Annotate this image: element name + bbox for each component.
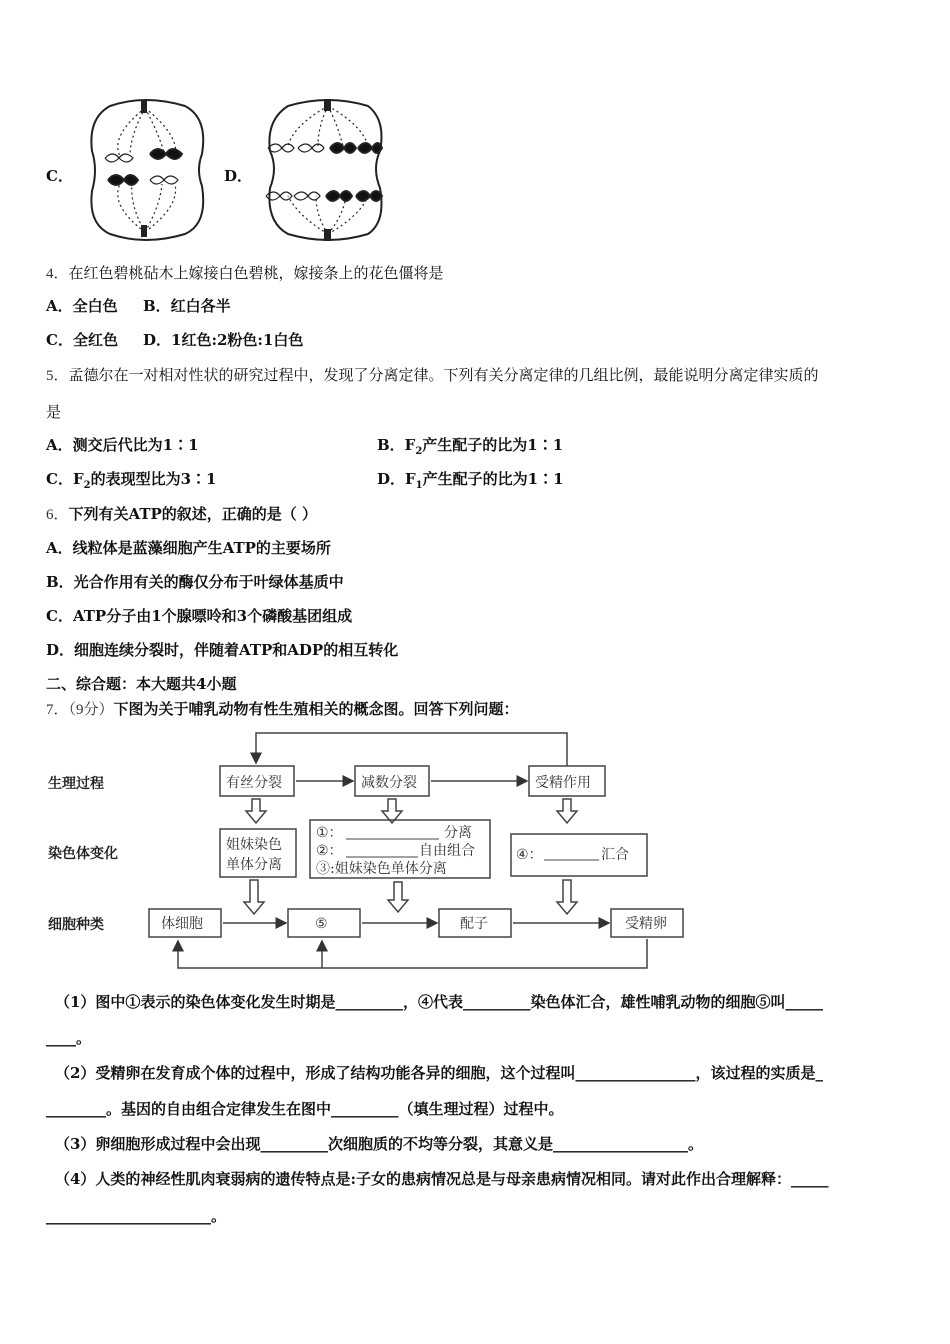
- q5-option-a[interactable]: A．测交后代比为1∶1: [46, 436, 199, 454]
- label-fertilization: 受精作用: [535, 775, 591, 791]
- q5-option-c-pre: C．F: [46, 470, 84, 488]
- q7-score: （9分）: [68, 702, 114, 718]
- q4-number: 4．: [46, 266, 69, 282]
- section-2-title: 二、综合题：本大题共4小题: [46, 675, 237, 693]
- q5-stem-cont: 是: [46, 403, 62, 421]
- row-label-cell-type: 细胞种类: [48, 917, 104, 933]
- row-label-chromosome: 染色体变化: [48, 846, 118, 862]
- q6-option-b[interactable]: B．光合作用有关的酶仅分布于叶绿体基质中: [46, 573, 344, 591]
- label-m3: ③:姐妹染色单体分离: [316, 861, 447, 877]
- label-sister-sep-1: 姐妹染色: [226, 837, 282, 853]
- q5-option-b-sub: 2: [415, 446, 423, 457]
- label-somatic: 体细胞: [161, 916, 203, 932]
- cell-d-figure: [266, 100, 382, 240]
- q7-stem: [46, 698, 519, 719]
- q5-option-d[interactable]: [377, 468, 564, 491]
- q6-option-c[interactable]: C．ATP分子由1个腺嘌呤和3个磷酸基团组成: [46, 607, 353, 625]
- label-cell5: ⑤: [315, 916, 328, 932]
- q6-stem: [46, 503, 317, 524]
- q5-number: 5．: [46, 368, 69, 384]
- label-m2-suffix: 自由组合: [419, 843, 475, 859]
- label-zygote: 受精卵: [625, 916, 667, 932]
- q4-option-d[interactable]: D．1红色:2粉色:1白色: [143, 331, 304, 349]
- q4-option-b[interactable]: B．红白各半: [143, 297, 231, 315]
- q5-option-b-pre: B．F: [377, 436, 416, 454]
- concept-diagram: [44, 725, 704, 975]
- q7-sub3: （3）卵细胞形成过程中会出现_________次细胞质的不均等分裂，其意义是__________________。: [55, 1135, 703, 1153]
- q5-option-d-pre: D．F: [377, 470, 416, 488]
- q5-option-d-post: 产生配子的比为1∶1: [422, 470, 564, 488]
- label-f4-suffix: 汇合: [601, 847, 629, 863]
- q7-sub2-cont: ________。基因的自由组合定律发生在图中_________（填生理过程）过程中。: [46, 1100, 564, 1118]
- label-m1-prefix: ①：: [316, 825, 343, 841]
- q7-sub1-cont: ____。: [46, 1029, 92, 1047]
- q4-stem: [46, 262, 444, 283]
- q4-option-c[interactable]: C．全红色: [46, 331, 118, 349]
- q5-option-b[interactable]: [377, 434, 563, 457]
- label-gamete: 配子: [460, 916, 488, 932]
- label-mitosis: 有丝分裂: [226, 775, 282, 791]
- q7-sub4-cont: ______________________。: [46, 1207, 227, 1225]
- q7-sub2: （2）受精卵在发育成个体的过程中，形成了结构功能各异的细胞，这个过程叫________________，该过程的实质是_: [55, 1064, 823, 1082]
- row-label-process: 生理过程: [48, 776, 104, 792]
- q6-option-d[interactable]: D．细胞连续分裂时，伴随着ATP和ADP的相互转化: [46, 641, 399, 659]
- option-d-label[interactable]: D．: [224, 167, 253, 185]
- q4-option-a[interactable]: A．全白色: [46, 297, 118, 315]
- q7-stem-text: 下图为关于哺乳动物有性生殖相关的概念图。回答下列问题：: [113, 700, 519, 718]
- q7-number: 7．: [46, 702, 69, 718]
- label-m2-prefix: ②：: [316, 843, 343, 859]
- cell-c-figure: [91, 100, 203, 240]
- label-meiosis: 减数分裂: [361, 775, 417, 791]
- label-m1-suffix: 分离: [444, 825, 472, 841]
- q5-stem: [46, 364, 819, 385]
- q6-stem-text: 下列有关ATP的叙述，正确的是（ ）: [68, 505, 317, 523]
- q4-stem-text: 在红色碧桃砧木上嫁接白色碧桃，嫁接条上的花色僵将是: [68, 264, 444, 282]
- label-sister-sep-2: 单体分离: [226, 857, 282, 873]
- cell-division-figures: [70, 96, 390, 246]
- q7-sub4: （4）人类的神经性肌肉衰弱病的遗传特点是:子女的患病情况总是与母亲患病情况相同。请对此作出合理解释：_____: [55, 1170, 829, 1188]
- q5-option-b-post: 产生配子的比为1∶1: [422, 436, 564, 454]
- q6-number: 6．: [46, 507, 69, 523]
- label-f4-prefix: ④：: [516, 847, 543, 863]
- q5-option-c-sub: 2: [83, 480, 91, 491]
- q5-stem-text: 孟德尔在一对相对性状的研究过程中，发现了分离定律。下列有关分离定律的几组比例，最能说明分离定律实质的: [68, 366, 819, 384]
- q5-option-d-sub: 1: [415, 480, 423, 491]
- q5-option-c[interactable]: [46, 468, 216, 491]
- q5-option-c-post: 的表现型比为3∶1: [90, 470, 217, 488]
- q7-sub1: （1）图中①表示的染色体变化发生时期是_________，④代表_________染色体汇合，雄性哺乳动物的细胞⑤叫_____: [55, 993, 823, 1011]
- option-c-label[interactable]: C．: [46, 167, 73, 185]
- q6-option-a[interactable]: A．线粒体是蓝藻细胞产生ATP的主要场所: [46, 539, 331, 557]
